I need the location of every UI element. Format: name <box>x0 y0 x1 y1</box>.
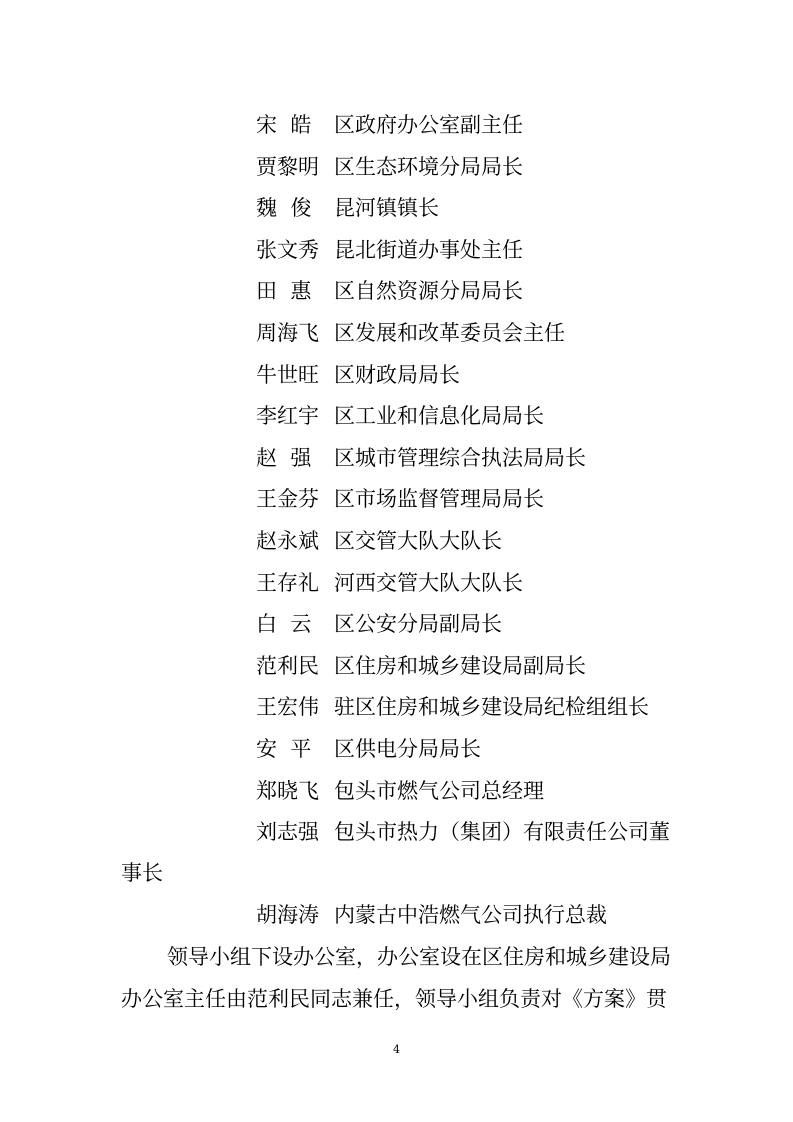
page-number: 4 <box>393 1043 400 1056</box>
list-item <box>256 521 776 563</box>
member-name: 郑晓飞 <box>256 778 319 803</box>
member-name: 刘志强 <box>256 820 319 845</box>
paragraph-line: 领导小组下设办公室，办公室设在区住房和城乡建设局 <box>167 945 671 969</box>
list-item <box>256 396 776 438</box>
list-item <box>256 271 776 313</box>
member-name: 白 云 <box>256 612 312 637</box>
list-item <box>256 479 776 521</box>
member-name: 赵永斌 <box>256 528 319 553</box>
member-name: 王金芬 <box>256 487 319 512</box>
member-name: 田 惠 <box>256 279 312 304</box>
member-name: 贾黎明 <box>256 154 319 179</box>
member-role: 昆河镇镇长 <box>334 196 439 221</box>
member-role: 区财政局局长 <box>334 362 460 387</box>
list-item <box>256 563 776 605</box>
member-name: 张文秀 <box>256 237 319 262</box>
paragraph-line: 办公室主任由范利民同志兼任，领导小组负责对《方案》贯 <box>121 987 667 1011</box>
member-role: 区自然资源分局局长 <box>334 279 523 304</box>
list-item <box>256 895 607 937</box>
list-item <box>256 230 776 272</box>
list-item <box>256 105 776 147</box>
member-role: 区城市管理综合执法局局长 <box>334 445 586 470</box>
list-item <box>256 646 776 688</box>
member-role: 区交管大队大队长 <box>334 528 502 553</box>
list-item <box>256 147 776 189</box>
member-name: 王存礼 <box>256 570 319 595</box>
member-role: 区供电分局局长 <box>334 736 481 761</box>
member-role: 区生态环境分局局长 <box>334 154 523 179</box>
member-name: 胡海涛 <box>256 903 319 927</box>
member-role: 驻区住房和城乡建设局纪检组组长 <box>334 695 649 720</box>
list-item <box>256 604 776 646</box>
member-name: 王宏伟 <box>256 695 319 720</box>
member-role: 内蒙古中浩燃气公司执行总裁 <box>334 903 607 927</box>
member-name: 牛世旺 <box>256 362 319 387</box>
list-item <box>256 438 776 480</box>
list-item <box>256 355 776 397</box>
list-item <box>256 771 776 813</box>
member-name: 宋 皓 <box>256 113 312 137</box>
member-list <box>256 105 776 854</box>
list-item <box>256 812 776 854</box>
member-role: 河西交管大队大队长 <box>334 570 523 595</box>
member-name: 安 平 <box>256 736 312 761</box>
member-name: 李红宇 <box>256 404 319 429</box>
member-role: 区发展和改革委员会主任 <box>334 320 565 345</box>
member-role: 包头市热力（集团）有限责任公司董 <box>334 820 670 845</box>
member-role: 区市场监督管理局局长 <box>334 487 544 512</box>
member-role-continuation: 事长 <box>121 861 163 885</box>
member-name: 周海飞 <box>256 320 319 345</box>
member-role: 昆北街道办事处主任 <box>334 237 523 262</box>
member-role: 区政府办公室副主任 <box>334 113 523 137</box>
member-name: 范利民 <box>256 653 319 678</box>
list-item <box>256 687 776 729</box>
member-role: 区工业和信息化局局长 <box>334 404 544 429</box>
list-item <box>256 188 776 230</box>
member-role: 区公安分局副局长 <box>334 612 502 637</box>
member-name: 赵 强 <box>256 445 312 470</box>
list-item <box>256 729 776 771</box>
list-item <box>256 313 776 355</box>
member-name: 魏 俊 <box>256 196 312 221</box>
member-role: 区住房和城乡建设局副局长 <box>334 653 586 678</box>
member-role: 包头市燃气公司总经理 <box>334 778 544 803</box>
